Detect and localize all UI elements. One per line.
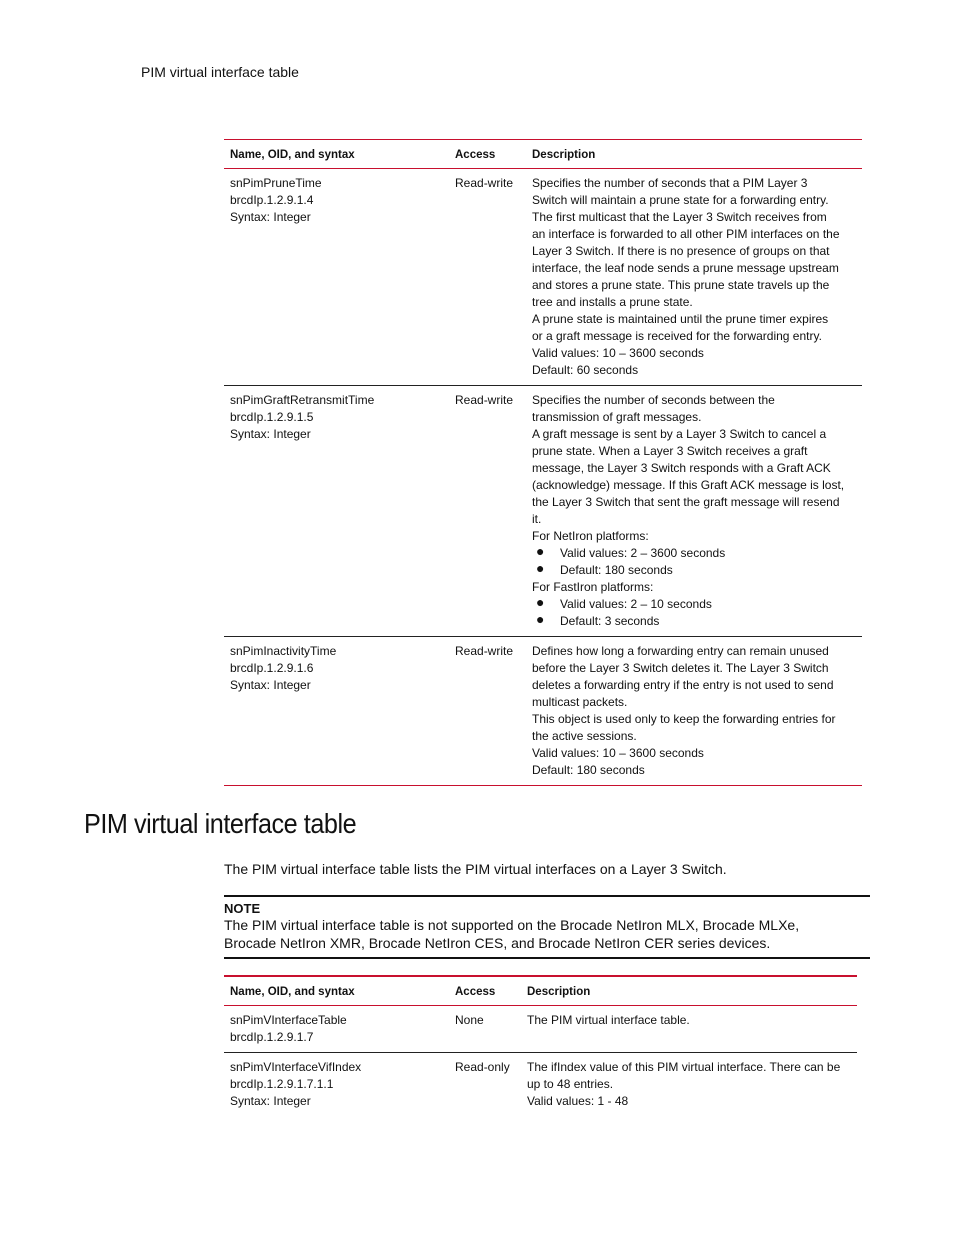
desc-paragraph bbox=[527, 1059, 851, 1093]
access-cell: Read-write bbox=[455, 176, 514, 190]
desc-line: The PIM virtual interface table. bbox=[527, 1013, 690, 1027]
desc-paragraph bbox=[532, 311, 856, 345]
object-oid: brcdIp.1.2.9.1.6 bbox=[230, 661, 314, 675]
object-oid: brcdIp.1.2.9.1.4 bbox=[230, 193, 314, 207]
object-oid: brcdIp.1.2.9.1.5 bbox=[230, 410, 314, 424]
desc-paragraph bbox=[532, 175, 856, 209]
desc-line: the Layer 3 Switch that sent the graft message will resend bbox=[532, 495, 840, 509]
desc-line: interface, the leaf node sends a prune message upstream bbox=[532, 261, 839, 275]
list-item bbox=[532, 613, 856, 630]
desc-line: it. bbox=[532, 512, 542, 526]
desc-line: message, the Layer 3 Switch responds with a Graft ACK bbox=[532, 461, 831, 475]
desc-line: The ifIndex value of this PIM virtual interface. There can be bbox=[527, 1060, 841, 1074]
description-cell bbox=[521, 1053, 857, 1117]
table-row bbox=[224, 637, 862, 786]
object-name: snPimGraftRetransmitTime bbox=[230, 393, 375, 407]
col-header-description: Description bbox=[527, 985, 591, 998]
col-header-access: Access bbox=[455, 985, 496, 998]
object-syntax: Syntax: Integer bbox=[230, 1094, 311, 1108]
running-header: PIM virtual interface table bbox=[141, 64, 299, 80]
desc-line: For NetIron platforms: bbox=[532, 529, 649, 543]
object-name-cell bbox=[224, 1053, 449, 1117]
desc-line: up to 48 entries. bbox=[527, 1077, 614, 1091]
object-syntax: Syntax: Integer bbox=[230, 678, 311, 692]
desc-line: Valid values: 1 - 48 bbox=[527, 1094, 629, 1108]
note-label: NOTE bbox=[224, 901, 261, 916]
desc-line: the active sessions. bbox=[532, 729, 637, 743]
object-name-cell bbox=[224, 637, 449, 786]
desc-line: multicast packets. bbox=[532, 695, 628, 709]
desc-line: Defines how long a forwarding entry can remain unused bbox=[532, 644, 829, 658]
desc-paragraph bbox=[532, 745, 856, 762]
object-name: snPimInactivityTime bbox=[230, 644, 337, 658]
object-syntax: Syntax: Integer bbox=[230, 427, 311, 441]
table-row bbox=[224, 169, 862, 386]
note-box bbox=[224, 895, 870, 959]
list-item bbox=[532, 596, 856, 613]
desc-line: Switch will maintain a prune state for a forwarding entry. bbox=[532, 193, 829, 207]
access-cell: Read-write bbox=[455, 393, 514, 407]
col-header-name: Name, OID, and syntax bbox=[230, 985, 355, 998]
desc-line: or a graft message is received for the forwarding entry. bbox=[532, 329, 822, 343]
desc-line: For FastIron platforms: bbox=[532, 580, 654, 594]
object-name-cell bbox=[224, 386, 449, 637]
access-cell: Read-write bbox=[455, 644, 514, 658]
desc-paragraph bbox=[532, 528, 856, 545]
desc-line: (acknowledge) message. If this Graft ACK message is lost, bbox=[532, 478, 845, 492]
bullet-icon: ● bbox=[536, 611, 545, 627]
desc-paragraph bbox=[532, 209, 856, 311]
desc-line: Valid values: 10 – 3600 seconds bbox=[532, 346, 704, 360]
access-cell: None bbox=[455, 1013, 484, 1027]
col-header-description: Description bbox=[532, 148, 596, 161]
table-header-row bbox=[224, 976, 857, 1006]
table-row bbox=[224, 1006, 857, 1053]
object-name-cell bbox=[224, 1006, 449, 1053]
desc-line: Default: 60 seconds bbox=[532, 363, 639, 377]
desc-paragraph bbox=[532, 392, 856, 426]
object-name-cell bbox=[224, 169, 449, 386]
desc-paragraph bbox=[532, 762, 856, 779]
col-header-name: Name, OID, and syntax bbox=[230, 148, 355, 161]
table-row bbox=[224, 1053, 857, 1117]
note-text-line: Brocade NetIron XMR, Brocade NetIron CES, and Brocade NetIron CER series devices. bbox=[224, 935, 771, 951]
section-title: PIM virtual interface table bbox=[84, 808, 357, 839]
desc-line: Valid values: 10 – 3600 seconds bbox=[532, 746, 704, 760]
description-cell bbox=[526, 169, 862, 386]
bullet-icon: ● bbox=[536, 594, 545, 610]
mib-table-pim-vif bbox=[224, 975, 857, 1116]
note-text-line: The PIM virtual interface table is not supported on the Brocade NetIron MLX, Brocade MLXe, bbox=[224, 917, 800, 933]
desc-line: This object is used only to keep the forwarding entries for bbox=[532, 712, 836, 726]
list-item bbox=[532, 545, 856, 562]
fastiron-bullet-list bbox=[532, 596, 856, 630]
desc-line: before the Layer 3 Switch deletes it. The Layer 3 Switch bbox=[532, 661, 829, 675]
list-item-text: Default: 3 seconds bbox=[560, 614, 660, 628]
desc-line: Specifies the number of seconds between the bbox=[532, 393, 775, 407]
desc-line: prune state. When a Layer 3 Switch receives a graft bbox=[532, 444, 808, 458]
object-oid: brcdIp.1.2.9.1.7.1.1 bbox=[230, 1077, 334, 1091]
list-item-text: Valid values: 2 – 10 seconds bbox=[560, 597, 712, 611]
desc-line: and stores a prune state. This prune state travels up the bbox=[532, 278, 830, 292]
object-name: snPimVInterfaceVifIndex bbox=[230, 1060, 362, 1074]
list-item bbox=[532, 562, 856, 579]
description-cell bbox=[526, 637, 862, 786]
desc-line: Specifies the number of seconds that a PIM Layer 3 bbox=[532, 176, 808, 190]
bullet-icon: ● bbox=[536, 560, 545, 576]
desc-line: Default: 180 seconds bbox=[532, 763, 645, 777]
desc-paragraph bbox=[532, 711, 856, 745]
mib-table-pim bbox=[224, 139, 862, 786]
access-cell: Read-only bbox=[455, 1060, 510, 1074]
desc-paragraph bbox=[532, 643, 856, 711]
intro-paragraph: The PIM virtual interface table lists the PIM virtual interfaces on a Layer 3 Switch. bbox=[224, 861, 727, 877]
desc-line: A graft message is sent by a Layer 3 Switch to cancel a bbox=[532, 427, 827, 441]
netiron-bullet-list bbox=[532, 545, 856, 579]
desc-line: A prune state is maintained until the prune timer expires bbox=[532, 312, 829, 326]
col-header-access: Access bbox=[455, 148, 496, 161]
desc-line: deletes a forwarding entry if the entry is not used to send bbox=[532, 678, 834, 692]
description-cell bbox=[526, 386, 862, 637]
desc-paragraph bbox=[527, 1012, 851, 1029]
table-row bbox=[224, 386, 862, 637]
desc-paragraph bbox=[532, 579, 856, 596]
table-header-row bbox=[224, 140, 862, 169]
object-name: snPimVInterfaceTable bbox=[230, 1013, 347, 1027]
desc-paragraph bbox=[532, 362, 856, 379]
desc-line: an interface is forwarded to all other PIM interfaces on the bbox=[532, 227, 840, 241]
desc-line: Layer 3 Switch. If there is no presence of groups on that bbox=[532, 244, 830, 258]
object-syntax: Syntax: Integer bbox=[230, 210, 311, 224]
desc-paragraph bbox=[532, 426, 856, 528]
desc-line: The first multicast that the Layer 3 Switch receives from bbox=[532, 210, 827, 224]
desc-line: transmission of graft messages. bbox=[532, 410, 702, 424]
list-item-text: Default: 180 seconds bbox=[560, 563, 673, 577]
object-oid: brcdIp.1.2.9.1.7 bbox=[230, 1030, 314, 1044]
bullet-icon: ● bbox=[536, 543, 545, 559]
desc-line: tree and installs a prune state. bbox=[532, 295, 693, 309]
list-item-text: Valid values: 2 – 3600 seconds bbox=[560, 546, 726, 560]
desc-paragraph bbox=[532, 345, 856, 362]
object-name: snPimPruneTime bbox=[230, 176, 322, 190]
desc-paragraph bbox=[527, 1093, 851, 1110]
description-cell bbox=[521, 1006, 857, 1053]
